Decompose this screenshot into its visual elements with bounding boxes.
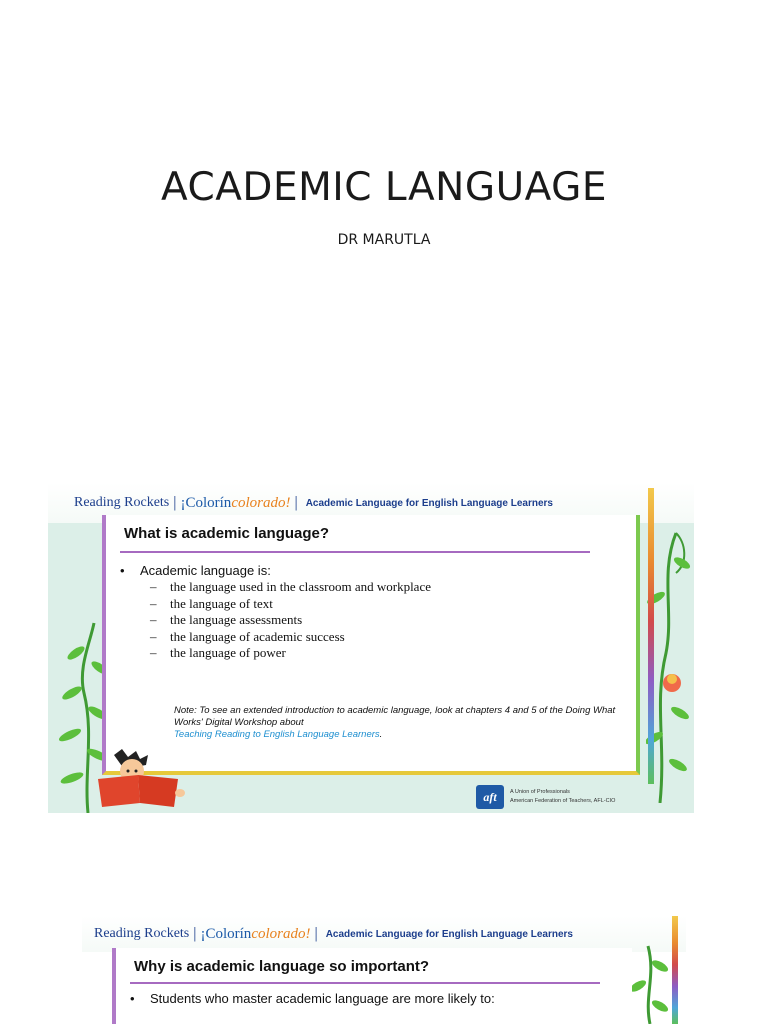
brand-separator: | bbox=[193, 925, 197, 942]
bullet-item: • Students who master academic language are more likely to: bbox=[130, 991, 495, 1006]
rainbow-bar bbox=[672, 916, 678, 1024]
brand-reading-rockets: Reading Rockets bbox=[74, 495, 170, 510]
sub-bullet-item: – the language of academic success bbox=[150, 628, 345, 644]
vine-flower-icon bbox=[630, 936, 670, 1024]
brand-reading-rockets: Reading Rockets bbox=[94, 926, 190, 941]
sub-bullet-item: – the language of text bbox=[150, 595, 273, 611]
brand-colorin-colorado: ¡Coloríncolorado! bbox=[180, 494, 291, 511]
slide-header bbox=[82, 916, 686, 952]
slide-image-1 bbox=[48, 483, 694, 813]
slide-note: Note: To see an extended introduction to academic language, look at chapters 4 and 5 of the Doing What Works' Digital Workshop about Teaching Reading to English Language Learners. bbox=[174, 705, 616, 740]
sub-bullet-item: – the language assessments bbox=[150, 612, 303, 627]
document-author: DR MARUTLA bbox=[337, 232, 431, 248]
aft-logo: aft bbox=[476, 785, 504, 809]
note-link[interactable]: Teaching Reading to English Language Learners bbox=[174, 729, 380, 740]
slide-heading: Why is academic language so important? bbox=[134, 958, 430, 975]
bullet-item: • Academic language is: bbox=[120, 563, 271, 578]
slide-content-box bbox=[112, 948, 632, 1024]
sub-bullet-item: – the language of power bbox=[150, 645, 286, 660]
heading-divider bbox=[120, 551, 590, 553]
org-footer bbox=[476, 785, 615, 809]
brand-separator: | bbox=[314, 925, 318, 942]
course-title: Academic Language for English Language Learners bbox=[305, 497, 553, 509]
slide-image-2 bbox=[82, 916, 686, 1024]
sub-bullet-item: – the language used in the classroom and workplace bbox=[150, 579, 431, 594]
document-title: ACADEMIC LANGUAGE bbox=[161, 165, 607, 210]
heading-divider bbox=[130, 982, 600, 984]
org-name: A Union of Professionals American Federation of Teachers, AFL-CIO bbox=[510, 789, 616, 804]
brand-separator: | bbox=[173, 494, 177, 511]
brand-separator: | bbox=[294, 494, 298, 511]
sub-bullet-list bbox=[150, 579, 431, 662]
course-title: Academic Language for English Language Learners bbox=[325, 928, 573, 940]
rainbow-bar bbox=[648, 488, 654, 784]
slide-heading: What is academic language? bbox=[124, 525, 330, 542]
brand-colorin-colorado: ¡Coloríncolorado! bbox=[200, 925, 311, 942]
slide-content-box bbox=[102, 515, 640, 775]
reading-child-icon bbox=[94, 749, 190, 809]
